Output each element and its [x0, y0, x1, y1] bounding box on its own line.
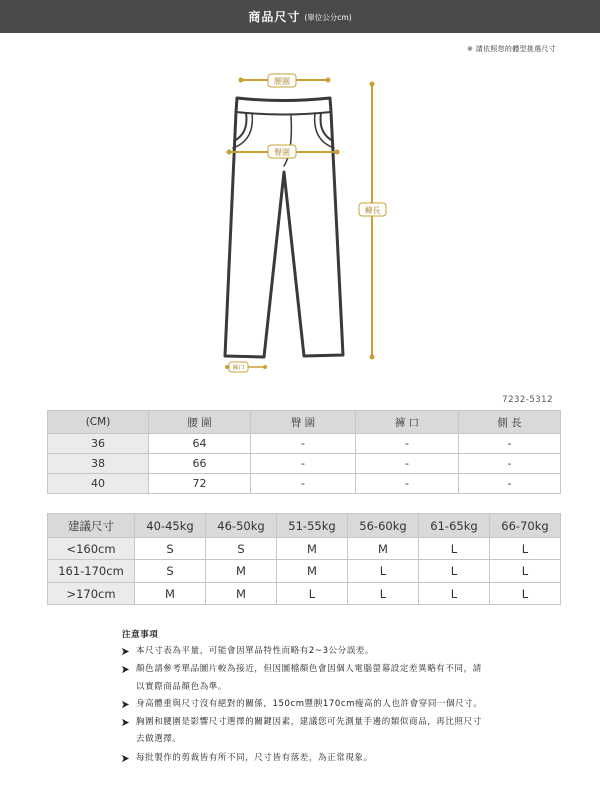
- hip-dot-left: [227, 150, 232, 155]
- size-label-cell: 36: [48, 434, 149, 454]
- size-table-cell: 64: [149, 434, 251, 454]
- unit-note: (單位公分cm): [304, 13, 352, 22]
- size-table-header-cell: 側 長: [459, 411, 561, 434]
- size-measurement-table: [47, 410, 561, 494]
- arrow-bullet-icon: [121, 665, 130, 674]
- length-label: 褲長: [364, 206, 381, 215]
- recommend-table-cell: M: [348, 538, 419, 560]
- recommend-table-cell: L: [348, 560, 419, 583]
- table-row: [48, 583, 561, 605]
- size-table-header-cell: 褲 口: [356, 411, 459, 434]
- notes-title: 注意事項: [122, 630, 159, 640]
- recommend-table-header-cell: 40-45kg: [135, 514, 206, 538]
- height-label-cell: >170cm: [48, 583, 135, 605]
- size-table-cell: -: [251, 434, 356, 454]
- cuff-dot-left: [225, 365, 229, 369]
- size-label-cell: 40: [48, 474, 149, 494]
- length-dot-top: [370, 82, 375, 87]
- recommend-table-cell: L: [348, 583, 419, 605]
- recommend-table-header-cell: 66-70kg: [490, 514, 561, 538]
- table-row: [48, 434, 561, 454]
- recommend-table-header-row: [48, 514, 561, 538]
- hip-dot-right: [335, 150, 340, 155]
- recommend-table-cell: S: [206, 538, 277, 560]
- recommend-table-cell: S: [135, 560, 206, 583]
- size-table-header-cell: (CM): [48, 411, 149, 434]
- size-table-cell: -: [459, 454, 561, 474]
- note-item-3: 身高體重與尺寸沒有絕對的關係，150cm豐腴170cm瘦高的人也許會穿同一個尺寸。: [136, 699, 483, 709]
- cuff-measure: [225, 362, 267, 372]
- product-code: 7232-5312: [502, 395, 553, 405]
- recommend-table-cell: L: [490, 538, 561, 560]
- recommend-table-cell: M: [135, 583, 206, 605]
- note-item-4-cont: 去做選擇。: [136, 734, 182, 744]
- note-item-2: 顏色請參考單品圖片較為接近，但因圖檔顏色會因個人電腦螢幕設定差異略有不同，請: [136, 664, 482, 674]
- recommend-table-cell: S: [135, 538, 206, 560]
- body-type-note: ※ 請依照您的體型挑選尺寸: [467, 45, 556, 53]
- size-table-cell: -: [356, 434, 459, 454]
- size-table-cell: -: [251, 474, 356, 494]
- arrow-bullet-icon: [121, 700, 130, 709]
- note-item-4: 胸圍和腰圍是影響尺寸選擇的關鍵因素，建議您可先測量手邊的類似商品，再比照尺寸: [136, 717, 482, 727]
- pants-icon: [225, 98, 343, 357]
- size-label-cell: 38: [48, 454, 149, 474]
- size-table-cell: -: [356, 454, 459, 474]
- size-table-header-cell: 臀 圍: [251, 411, 356, 434]
- cuff-dot-right: [263, 365, 267, 369]
- recommend-table-cell: M: [277, 538, 348, 560]
- table-row: [48, 538, 561, 560]
- arrow-bullet-icon: [121, 647, 130, 656]
- length-measure: [359, 82, 386, 360]
- recommend-table-cell: L: [490, 560, 561, 583]
- recommend-table-cell: L: [419, 538, 490, 560]
- recommend-table-header-cell: 56-60kg: [348, 514, 419, 538]
- table-row: [48, 560, 561, 583]
- waist-label: 腰圍: [274, 77, 290, 86]
- waist-measure: [239, 74, 331, 87]
- hip-label: 臀圍: [274, 148, 290, 157]
- height-label-cell: <160cm: [48, 538, 135, 560]
- size-table-cell: 66: [149, 454, 251, 474]
- recommend-table-cell: L: [419, 583, 490, 605]
- size-table-header-cell: 腰 圍: [149, 411, 251, 434]
- note-item-5: 每批製作的剪裁皆有所不同，尺寸皆有落差，為正常現象。: [136, 753, 373, 763]
- arrow-bullet-icon: [121, 754, 130, 763]
- recommend-table-cell: M: [206, 560, 277, 583]
- cuff-label: 褲口: [232, 364, 245, 372]
- size-table-cell: -: [459, 434, 561, 454]
- page-title: 商品尺寸: [248, 10, 301, 24]
- recommend-table-cell: L: [277, 583, 348, 605]
- recommend-table-header-cell: 46-50kg: [206, 514, 277, 538]
- recommend-table-cell: M: [277, 560, 348, 583]
- height-label-cell: 161-170cm: [48, 560, 135, 583]
- waist-dot-left: [239, 78, 244, 83]
- size-table-cell: -: [251, 454, 356, 474]
- pants-outline: [225, 98, 343, 357]
- recommend-table-header-cell: 建議尺寸: [48, 514, 135, 538]
- waist-dot-right: [326, 78, 331, 83]
- table-row: [48, 454, 561, 474]
- recommend-table-cell: L: [490, 583, 561, 605]
- length-dot-bottom: [370, 355, 375, 360]
- note-item-1: 本尺寸表為平量，可能會因單品特性而略有2~3公分誤差。: [136, 646, 375, 656]
- recommended-size-table: [47, 513, 561, 605]
- size-table-cell: -: [459, 474, 561, 494]
- recommend-table-header-cell: 51-55kg: [277, 514, 348, 538]
- recommend-table-cell: L: [419, 560, 490, 583]
- size-table-cell: -: [356, 474, 459, 494]
- note-item-2-cont: 以實際商品顏色為準。: [136, 682, 228, 692]
- table-row: [48, 474, 561, 494]
- size-table-header-row: [48, 411, 561, 434]
- recommend-table-cell: M: [206, 583, 277, 605]
- size-table-cell: 72: [149, 474, 251, 494]
- recommend-table-header-cell: 61-65kg: [419, 514, 490, 538]
- arrow-bullet-icon: [121, 718, 130, 727]
